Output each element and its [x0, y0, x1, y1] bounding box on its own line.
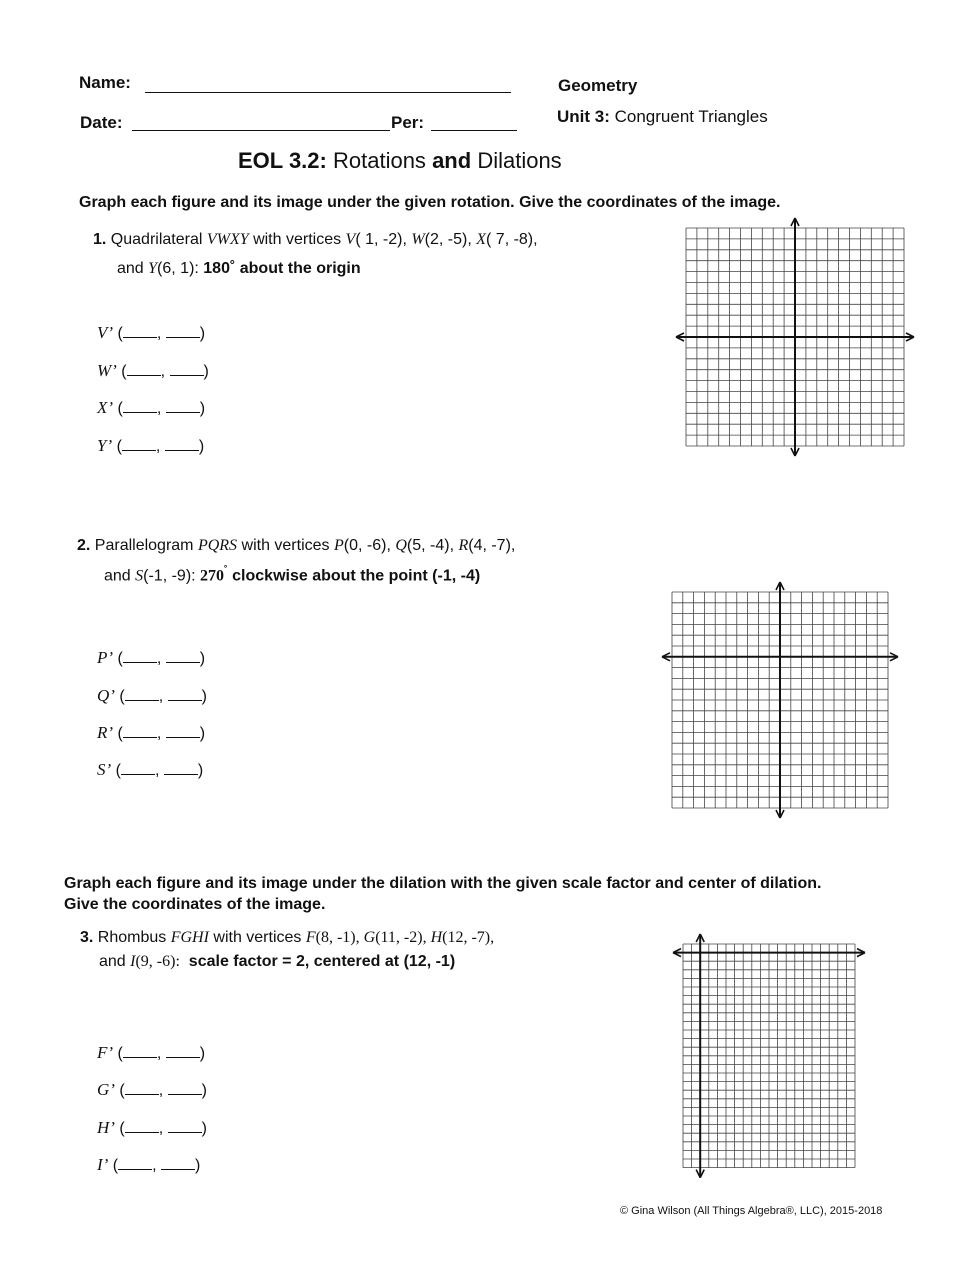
answer-blank-x[interactable]: [123, 398, 157, 413]
answer-comma: ,: [158, 1082, 164, 1099]
answer-blank-x[interactable]: [127, 361, 161, 376]
problem-3-figure: FGHI: [170, 929, 209, 946]
problem-3-line-1: [80, 929, 494, 947]
answer-row: [97, 436, 204, 456]
answer-paren: (: [117, 1045, 123, 1062]
answer-paren: ): [201, 1082, 207, 1099]
answer-row: [97, 1080, 207, 1100]
answer-comma: ,: [156, 725, 162, 742]
answer-blank-x[interactable]: [123, 1043, 157, 1058]
answer-comma: ,: [156, 650, 162, 667]
problem-3-text: and: [99, 953, 131, 970]
vertex-coord: (12, -7),: [442, 929, 495, 946]
problem-1-line-2: [117, 260, 361, 278]
answer-label: S’: [97, 760, 112, 779]
answer-comma: ,: [156, 1045, 162, 1062]
vertex-label: S: [135, 567, 144, 585]
answer-row: [97, 1118, 207, 1138]
problem-2-number: 2.: [77, 537, 91, 554]
vertex-coord: ( 7, -8),: [486, 231, 538, 248]
answer-blank-y[interactable]: [164, 760, 198, 775]
answer-paren: ): [201, 1120, 207, 1137]
problem-1-text: Quadrilateral: [110, 231, 207, 248]
coordinate-grid-2[interactable]: [659, 581, 901, 821]
answer-label: Q’: [97, 686, 115, 705]
answer-comma: ,: [156, 325, 162, 342]
answer-blank-y[interactable]: [166, 723, 200, 738]
answer-label: H’: [97, 1118, 115, 1137]
answer-paren: ): [195, 1157, 201, 1174]
answer-paren: ): [199, 650, 206, 667]
answer-paren: (: [116, 438, 122, 455]
answer-paren: ): [199, 400, 206, 417]
problem-1-figure: VWXY: [206, 231, 249, 248]
dilation-instructions-line-1: Graph each figure and its image under the dilation with the given scale factor and center of dilation.: [64, 875, 822, 892]
unit-title: Congruent Triangles: [614, 107, 768, 126]
answer-blank-y[interactable]: [166, 398, 200, 413]
answer-blank-x[interactable]: [123, 648, 157, 663]
vertex-coord: (8, -1),: [315, 929, 364, 946]
answer-paren: (: [119, 1082, 125, 1099]
answer-blank-y[interactable]: [161, 1155, 195, 1170]
answer-comma: ,: [154, 762, 160, 779]
title-word-dilations: Dilations: [477, 148, 562, 173]
problem-2-line-2: [104, 565, 480, 585]
problem-1-text: with vertices: [248, 231, 346, 248]
answer-paren: ): [199, 325, 206, 342]
problem-2-text: with vertices: [237, 537, 334, 554]
answer-label: W’: [97, 361, 117, 380]
vertex-label: Y: [148, 260, 158, 277]
vertex-coord: (9, -6):: [135, 953, 180, 970]
problem-3-text: with vertices: [208, 929, 306, 946]
vertex-label: H: [430, 929, 443, 946]
date-field[interactable]: [132, 114, 390, 131]
answer-paren: (: [121, 363, 127, 380]
answer-blank-y[interactable]: [165, 436, 199, 451]
problem-1-transformation: 180˚ about the origin: [203, 260, 361, 277]
dilation-instructions-line-2: Give the coordinates of the image.: [64, 896, 326, 913]
answer-row: [97, 686, 207, 706]
date-label: Date:: [80, 113, 123, 132]
answer-label: Y’: [97, 436, 113, 455]
title-word-rotations: Rotations: [332, 148, 426, 173]
coordinate-grid-3[interactable]: [668, 933, 920, 1175]
page-title: [238, 148, 562, 174]
answer-paren: (: [115, 762, 121, 779]
answer-comma: ,: [156, 400, 162, 417]
answer-paren: ): [199, 725, 206, 742]
vertex-coord: (-1, -9):: [143, 567, 201, 585]
problem-2-transformation: clockwise about the point (-1, -4): [227, 567, 481, 585]
answer-paren: ): [197, 762, 204, 779]
problem-3-text: Rhombus: [97, 929, 171, 946]
problem-1-line-1: [93, 231, 538, 249]
answer-blank-y[interactable]: [166, 648, 200, 663]
answer-label: P’: [97, 648, 114, 667]
period-label: Per:: [391, 113, 425, 132]
vertex-coord: (5, -4),: [406, 537, 459, 554]
vertex-label: X: [476, 231, 487, 248]
answer-row: [97, 648, 205, 668]
vertex-coord: (0, -6),: [343, 537, 396, 554]
vertex-label: Q: [395, 537, 407, 554]
answer-blank-y[interactable]: [166, 1043, 200, 1058]
coordinate-grid-1[interactable]: [676, 218, 916, 458]
name-field[interactable]: [145, 76, 511, 93]
vertex-coord: (4, -7),: [468, 537, 516, 554]
answer-row: [97, 361, 209, 381]
answer-paren: (: [117, 400, 123, 417]
unit-heading: [557, 107, 768, 127]
answer-blank-x[interactable]: [118, 1155, 152, 1170]
answer-paren: ): [203, 363, 209, 380]
problem-2-line-1: [77, 537, 515, 555]
answer-blank-y[interactable]: [168, 686, 202, 701]
answer-paren: (: [119, 1120, 125, 1137]
answer-label: V’: [97, 323, 114, 342]
vertex-label: V: [345, 231, 356, 248]
answer-paren: (: [119, 688, 125, 705]
problem-1-number: 1.: [93, 231, 107, 248]
vertex-coord: (11, -2),: [375, 929, 431, 946]
vertex-coord: (2, -5),: [424, 231, 477, 248]
vertex-label: R: [458, 537, 469, 554]
answer-comma: ,: [160, 363, 166, 380]
answer-comma: ,: [158, 1120, 164, 1137]
answer-paren: (: [117, 650, 123, 667]
answer-paren: (: [117, 325, 123, 342]
answer-row: [97, 723, 205, 743]
answer-comma: ,: [152, 1157, 157, 1174]
problem-1-text: and: [117, 260, 149, 277]
period-field[interactable]: [431, 114, 517, 131]
title-code: EOL 3.2:: [238, 148, 327, 173]
answer-blank-x[interactable]: [123, 723, 157, 738]
answer-blank-x[interactable]: [125, 1080, 159, 1095]
rotation-angle: 270: [200, 567, 225, 585]
answer-blank-y[interactable]: [170, 361, 204, 376]
answer-blank-x[interactable]: [125, 686, 159, 701]
answer-label: G’: [97, 1080, 115, 1099]
answer-paren: ): [201, 688, 207, 705]
answer-blank-x[interactable]: [122, 436, 156, 451]
answer-comma: ,: [155, 438, 161, 455]
grid-lines: [683, 944, 855, 1168]
problem-2-text: and: [104, 567, 136, 585]
answer-paren: (: [117, 725, 123, 742]
copyright: © Gina Wilson (All Things Algebra®, LLC), 2015-2018: [620, 1205, 883, 1217]
unit-label: Unit 3:: [557, 107, 610, 126]
title-and: and: [432, 148, 472, 173]
answer-blank-x[interactable]: [123, 323, 157, 338]
problem-2-text: Parallelogram: [94, 537, 198, 554]
vertex-label: I: [130, 953, 136, 970]
answer-blank-x[interactable]: [121, 760, 155, 775]
answer-row: [97, 1043, 205, 1063]
vertex-label: W: [411, 231, 425, 248]
vertex-label: F: [305, 929, 316, 946]
answer-row: [97, 323, 205, 343]
problem-2-figure: PQRS: [197, 537, 238, 554]
vertex-label: P: [333, 537, 344, 554]
answer-label: I’: [97, 1155, 109, 1174]
answer-label: R’: [97, 723, 114, 742]
answer-paren: ): [199, 1045, 206, 1062]
vertex-label: G: [363, 929, 376, 946]
problem-3-number: 3.: [80, 929, 94, 946]
vertex-coord: ( 1, -2),: [355, 231, 412, 248]
answer-label: F’: [97, 1043, 114, 1062]
problem-3-line-2: [99, 953, 455, 971]
answer-row: [97, 398, 205, 418]
answer-label: X’: [97, 398, 114, 417]
answer-blank-y[interactable]: [168, 1118, 202, 1133]
answer-blank-y[interactable]: [168, 1080, 202, 1095]
answer-paren: ): [198, 438, 205, 455]
degree-symbol: ˚: [224, 565, 228, 577]
vertex-coord: (6, 1):: [157, 260, 204, 277]
answer-row: [97, 760, 203, 780]
answer-blank-y[interactable]: [166, 323, 200, 338]
rotation-instructions: Graph each figure and its image under the given rotation. Give the coordinates of the image.: [79, 194, 781, 211]
subject: Geometry: [558, 76, 638, 95]
problem-3-transformation: scale factor = 2, centered at (12, -1): [188, 953, 456, 970]
answer-row: [97, 1155, 200, 1175]
answer-paren: (: [112, 1157, 119, 1174]
answer-blank-x[interactable]: [125, 1118, 159, 1133]
name-label: Name:: [79, 73, 131, 92]
answer-comma: ,: [158, 688, 164, 705]
